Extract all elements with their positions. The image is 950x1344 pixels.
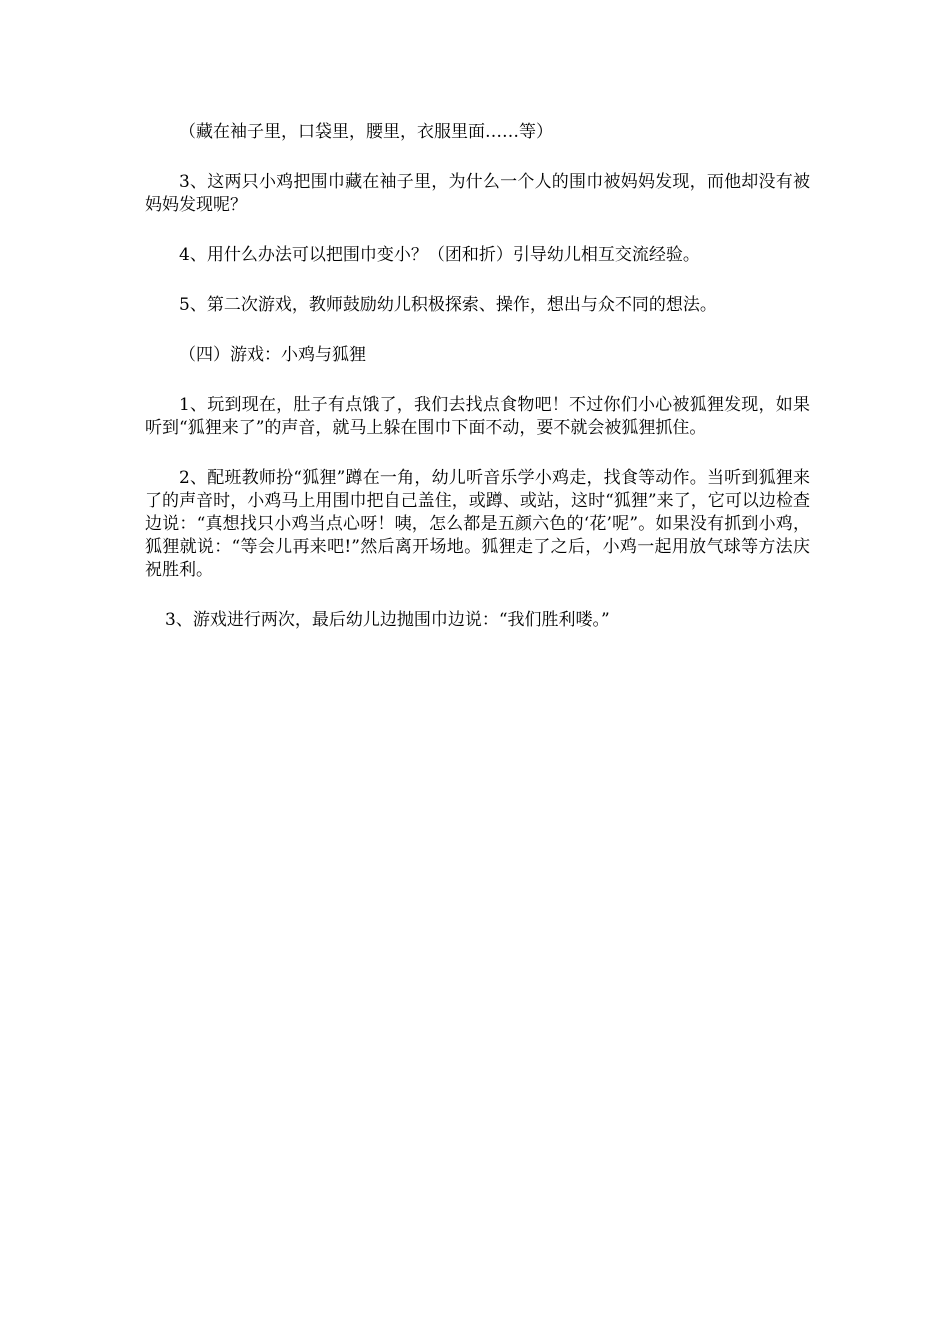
paragraph-game-step-3: 3、游戏进行两次，最后幼儿边抛围巾边说：“我们胜利喽。”	[165, 610, 610, 630]
paragraph-game-step-1: 1、玩到现在，肚子有点饿了，我们去找点食物吧！不过你们小心被狐狸发现，如果听到“狐狸来了”的声音，就马上躲在围巾下面不动，要不就会被狐狸抓住。	[145, 395, 810, 438]
section-heading-game: （四）游戏：小鸡与狐狸	[179, 345, 366, 365]
paragraph-question-3: 3、这两只小鸡把围巾藏在袖子里，为什么一个人的围巾被妈妈发现，而他却没有被妈妈发现呢？	[145, 172, 810, 215]
paragraph-hiding-places: （藏在袖子里，口袋里，腰里，衣服里面……等）	[179, 122, 553, 142]
document-page	[145, 121, 810, 632]
paragraph-game-step-2: 2、配班教师扮“狐狸”蹲在一角，幼儿听音乐学小鸡走，找食等动作。当听到狐狸来了的声音时，小鸡马上用围巾把自己盖住，或蹲、或站，这时“狐狸”来了，它可以边检查边说：“真想找只小鸡当点心呀！咦，怎么都是五颜六色的‘花’呢”。如果没有抓到小鸡，狐狸就说：“等会儿再来吧!”然后离开场地。狐狸走了之后，小鸡一起用放气球等方法庆祝胜利。	[145, 468, 810, 580]
paragraph-step-5: 5、第二次游戏，教师鼓励幼儿积极探索、操作，想出与众不同的想法。	[179, 295, 717, 315]
paragraph-question-4: 4、用什么办法可以把围巾变小？（团和折）引导幼儿相互交流经验。	[179, 245, 700, 265]
